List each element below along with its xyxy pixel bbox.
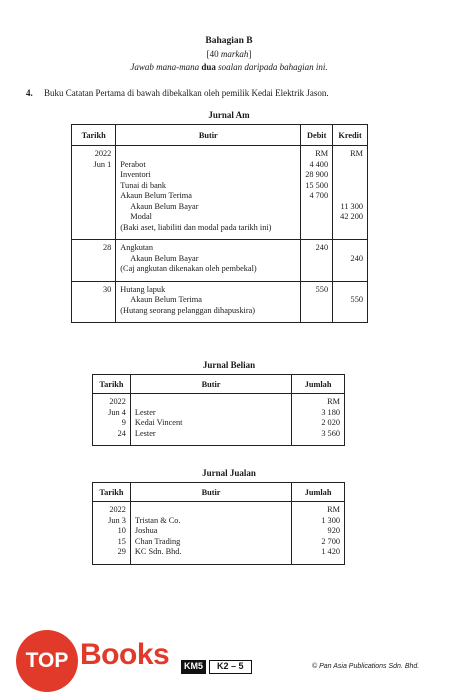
col-header-date: Tarikh [93, 375, 131, 394]
col-header-desc: Butir [130, 483, 291, 502]
amount-text: 4 400 [309, 159, 329, 169]
account-name: Akaun Belum Bayar [130, 201, 199, 211]
col-header-desc: Butir [116, 125, 301, 146]
desc-cell [130, 394, 291, 446]
credit-cell [333, 281, 368, 323]
table-row [72, 146, 368, 240]
badge-code: KM5 [181, 660, 206, 674]
supplier-name: Lester [134, 407, 156, 417]
col-header-desc: Butir [130, 375, 291, 394]
amount-text: 920 [327, 526, 340, 535]
date-cell [72, 240, 116, 282]
customer-name: KC Sdn. Bhd. [134, 547, 182, 556]
jurnal-belian-title: Jurnal Belian [202, 360, 256, 370]
instr-bold: dua [201, 62, 216, 72]
account-name: Hutang lapuk [120, 284, 166, 294]
debit-cell [301, 146, 333, 240]
marks-close: ] [248, 49, 252, 59]
amount-text: 1 300 [321, 515, 340, 525]
date-cell [93, 502, 131, 565]
col-header-debit: Debit [301, 125, 333, 146]
page-badge [181, 660, 252, 674]
date-cell [72, 281, 116, 323]
jurnal-belian-table [92, 374, 345, 446]
year-text: 2022 [109, 505, 126, 514]
logo-books-text: Books [80, 638, 170, 671]
col-header-amount: Jumlah [292, 375, 345, 394]
table-row [72, 281, 368, 323]
account-name: Akaun Belum Terima [130, 295, 202, 304]
account-name: Perabot [120, 159, 146, 169]
col-header-credit: Kredit [333, 125, 368, 146]
amount-text: 42 200 [340, 212, 363, 221]
customer-name: Tristan & Co. [134, 515, 181, 525]
account-name: Inventori [120, 170, 151, 179]
amount-cell [292, 394, 345, 446]
jurnal-jualan-table [92, 482, 345, 565]
date-text: Jun 4 [108, 407, 126, 417]
amount-text: 4 700 [309, 191, 329, 200]
date-text: Jun 1 [93, 159, 112, 169]
section-instruction [0, 62, 458, 72]
date-text: 24 [117, 428, 126, 438]
copyright-text: © Pan Asia Publications Sdn. Bhd. [312, 663, 420, 670]
supplier-name: Kedai Vincent [134, 418, 183, 427]
supplier-name: Lester [134, 428, 156, 438]
amount-text: 240 [350, 253, 363, 263]
amount-text: 2 700 [321, 536, 340, 546]
instr-post: soalan daripada bahagian ini. [215, 62, 328, 72]
amount-text: 550 [315, 284, 329, 294]
section-marks [0, 49, 458, 59]
desc-cell [116, 240, 301, 282]
table-header-row [93, 375, 345, 394]
jurnal-am-title: Jurnal Am [208, 110, 250, 120]
currency-label: RM [327, 505, 340, 514]
currency-label: RM [315, 149, 329, 158]
table-row [72, 240, 368, 282]
table-row [93, 502, 345, 565]
amount-text: 3 560 [321, 428, 340, 438]
table-row [93, 394, 345, 446]
customer-name: Joshua [134, 526, 158, 535]
credit-cell [333, 146, 368, 240]
account-name: Akaun Belum Terima [120, 191, 192, 200]
date-text: Jun 3 [108, 515, 126, 525]
date-text: 9 [121, 418, 126, 427]
col-header-amount: Jumlah [292, 483, 345, 502]
entry-note: (Caj angkutan dikenakan oleh pembekal) [120, 264, 257, 273]
entry-note: (Hutang seorang pelanggan dihapuskira) [120, 305, 256, 315]
desc-cell [130, 502, 291, 565]
jurnal-jualan-title: Jurnal Jualan [202, 468, 256, 478]
date-text: 15 [117, 536, 126, 546]
account-name: Tunai di bank [120, 180, 167, 190]
amount-text: 15 500 [305, 180, 329, 190]
instr-pre: Jawab mana-mana [130, 62, 202, 72]
account-name: Modal [130, 212, 152, 221]
account-name: Akaun Belum Bayar [130, 253, 199, 263]
page-label: K2 – 5 [209, 660, 252, 674]
section-title: Bahagian B [205, 36, 253, 46]
amount-text: 1 420 [321, 547, 340, 556]
account-name: Angkutan [120, 243, 154, 252]
question-number: 4. [26, 88, 33, 98]
amount-text: 28 900 [305, 170, 329, 179]
debit-cell [301, 281, 333, 323]
desc-cell [116, 281, 301, 323]
col-header-date: Tarikh [93, 483, 131, 502]
col-header-date: Tarikh [72, 125, 116, 146]
currency-label: RM [350, 149, 363, 158]
customer-name: Chan Trading [134, 536, 181, 546]
topbooks-watermark-logo [0, 630, 200, 700]
date-text: 28 [102, 243, 112, 252]
amount-cell [292, 502, 345, 565]
date-text: 30 [102, 284, 112, 294]
amount-text: 11 300 [340, 201, 363, 211]
date-cell [72, 146, 116, 240]
amount-text: 240 [315, 243, 329, 252]
credit-cell [333, 240, 368, 282]
currency-label: RM [327, 397, 340, 406]
date-cell [93, 394, 131, 446]
marks-word: markah [220, 49, 249, 59]
debit-cell [301, 240, 333, 282]
date-text: 10 [117, 526, 126, 535]
date-text: 29 [117, 547, 126, 556]
jurnal-am-table [71, 124, 368, 323]
amount-text: 2 020 [321, 418, 340, 427]
desc-cell [116, 146, 301, 240]
marks-open: [40 [206, 49, 221, 59]
amount-text: 3 180 [321, 407, 340, 417]
logo-circle: TOP [16, 630, 78, 692]
question-text: Buku Catatan Pertama di bawah dibekalkan oleh pemilik Kedai Elektrik Jason. [44, 88, 329, 98]
year-text: 2022 [94, 149, 112, 158]
table-header-row [93, 483, 345, 502]
amount-text: 550 [350, 295, 363, 304]
table-header-row [72, 125, 368, 146]
year-text: 2022 [109, 397, 126, 406]
entry-note: (Baki aset, liabiliti dan modal pada tarikh ini) [120, 222, 272, 232]
